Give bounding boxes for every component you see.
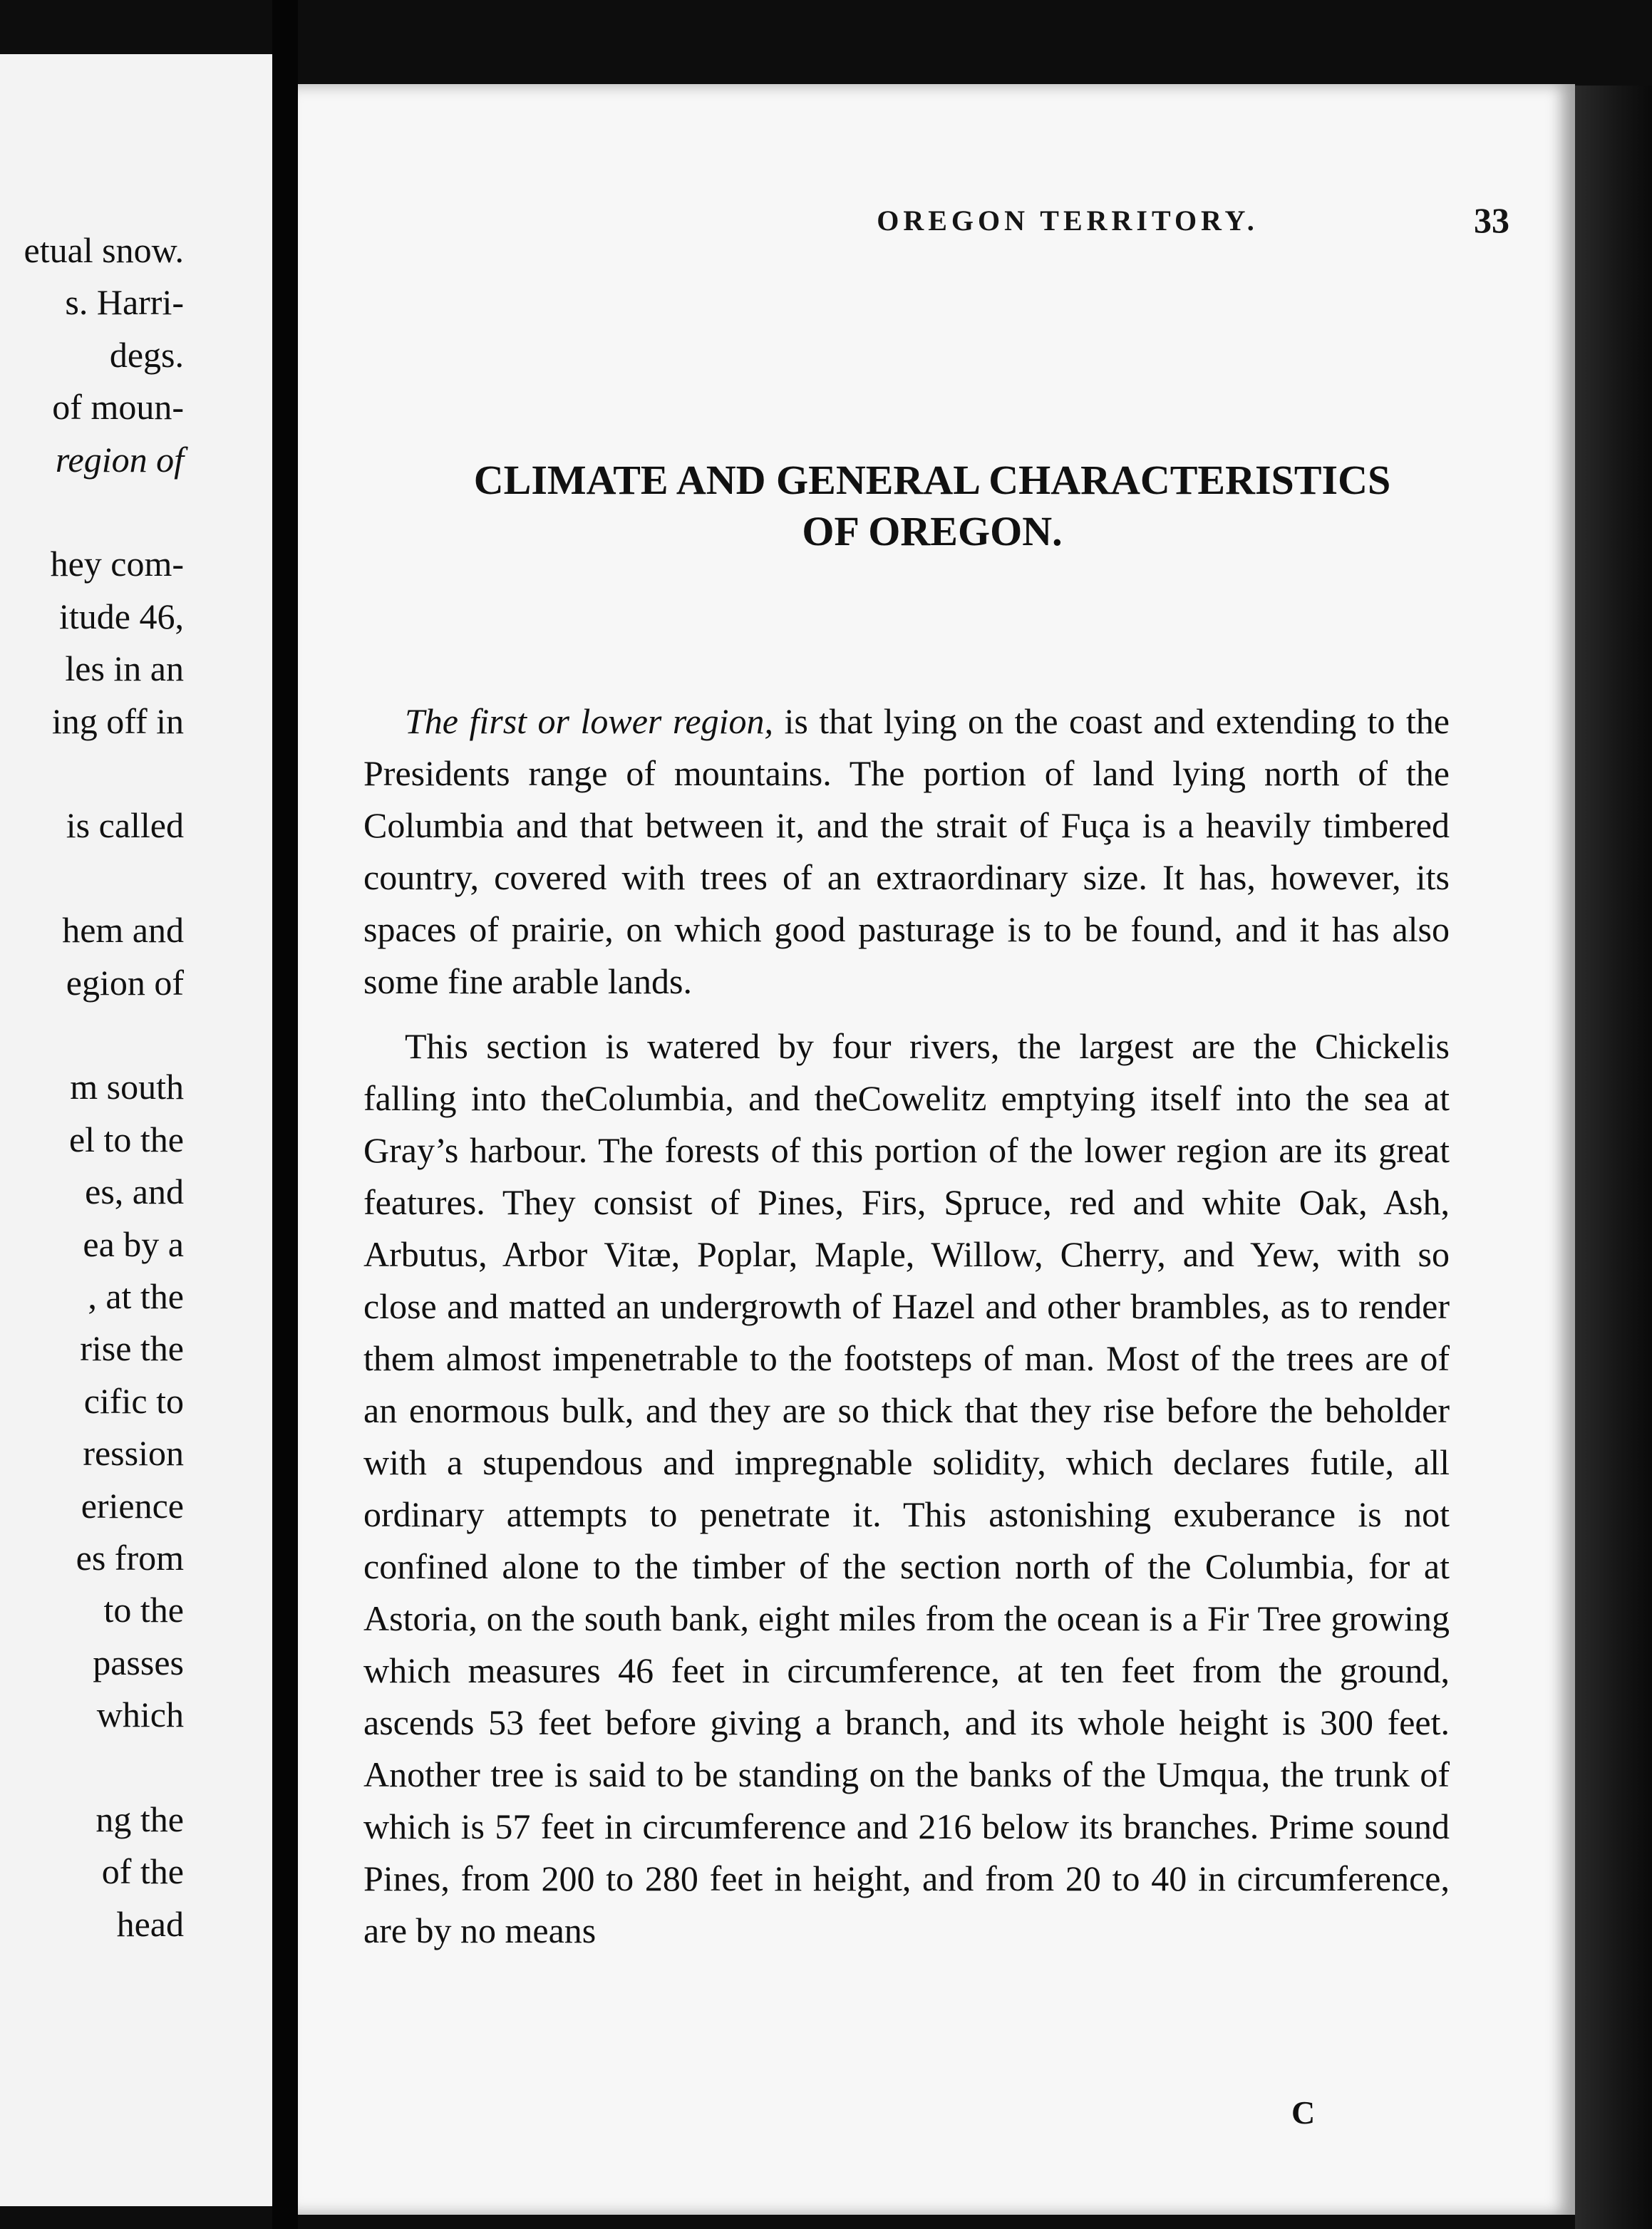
paragraph-1-body: is that lying on the coast and extending to the Presidents range of mountains. The portion of land lying north of the Columbia and that between it, and the strait of Fuça is a heavily timbered country, covered with trees of an extraordinary size. It has, however, its spaces of prairie, on which good pasturage is to be found, and it has also some fine arable lands. [363, 701, 1450, 1001]
facing-page-line: ea by a [83, 1224, 184, 1264]
facing-page-line: es, and [85, 1172, 184, 1212]
section-title-line-1: CLIMATE AND GENERAL CHARACTERISTICS [473, 457, 1391, 503]
signature-mark: C [1291, 2094, 1316, 2131]
facing-page-line: rise the [80, 1328, 184, 1369]
facing-page-line: itude 46, [59, 596, 184, 636]
section-title [341, 455, 1524, 557]
paragraph-2: This section is watered by four rivers, the largest are the Chickelis falling into theColumbia, and theCowelitz emptying itself into the sea at Gray’s harbour. The forests of this portion of the lower region are its great features. They consist of Pines, Firs, Spruce, red and white Oak, Ash, Arbutus, Arbor Vitæ, Poplar, Maple, Willow, Cherry, and Yew, with so close and matted an undergrowth of Hazel and other brambles, as to render them almost impenetrable to the footsteps of man. Most of the trees are of an enormous bulk, and they are so thick that they rise before the beholder with a stupendous and impregnable solidity, which declares futile, all ordinary attempts to penetrate it. This astonishing exuberance is not confined alone to the timber of the section north of the Columbia, for at Astoria, on the south bank, eight miles from the ocean is a Fir Tree growing which measures 46 feet in circumference, at ten feet from the ground, ascends 53 feet before giving a branch, and its whole height is 300 feet. Another tree is said to be standing on the banks of the Umqua, the trunk of which is 57 feet in circumference and 216 below its branches. Prime sound Pines, from 200 to 280 feet in height, and from 20 to 40 in circumference, are by no means [363, 1026, 1450, 1950]
facing-page-line: egion of [66, 962, 184, 1003]
facing-page-line: les in an [65, 648, 184, 689]
facing-page-line: cific to [83, 1380, 184, 1421]
facing-page-line: to the [103, 1590, 184, 1630]
running-head: OREGON TERRITORY. [877, 205, 1259, 237]
facing-page-line: etual snow. [24, 230, 184, 270]
facing-page-line: ression [83, 1433, 184, 1474]
section-title-line-2: OF OREGON. [802, 508, 1063, 554]
facing-page-line: ng the [95, 1799, 184, 1839]
facing-page-line: es from [76, 1538, 184, 1578]
book-gutter [272, 0, 298, 2229]
paragraph-1-lead: The first or lower region, [405, 701, 774, 741]
page-edge [1575, 86, 1652, 2229]
facing-page-line: passes [93, 1642, 184, 1682]
facing-page-line: , at the [88, 1276, 184, 1316]
facing-page-line: hey com- [50, 544, 184, 584]
facing-page [0, 54, 272, 2206]
facing-page-line: head [116, 1903, 184, 1944]
facing-page-line: ing off in [51, 700, 184, 741]
facing-page-line: erience [81, 1485, 184, 1526]
facing-page-line: el to the [68, 1119, 184, 1159]
body-text [363, 695, 1450, 1970]
paragraph-1 [363, 695, 1450, 1008]
facing-page-line: degs. [109, 334, 184, 375]
facing-page-line: is called [66, 805, 184, 846]
page-number: 33 [1474, 200, 1509, 240]
facing-page-line: which [96, 1695, 184, 1735]
facing-page-line: region of [55, 439, 184, 480]
facing-page-line: of moun- [52, 387, 184, 428]
facing-page-line: hem and [62, 910, 184, 951]
book-page [298, 84, 1575, 2215]
facing-page-line: of the [101, 1851, 184, 1892]
facing-page-line: m south [70, 1067, 184, 1107]
facing-page-line: s. Harri- [65, 282, 184, 323]
